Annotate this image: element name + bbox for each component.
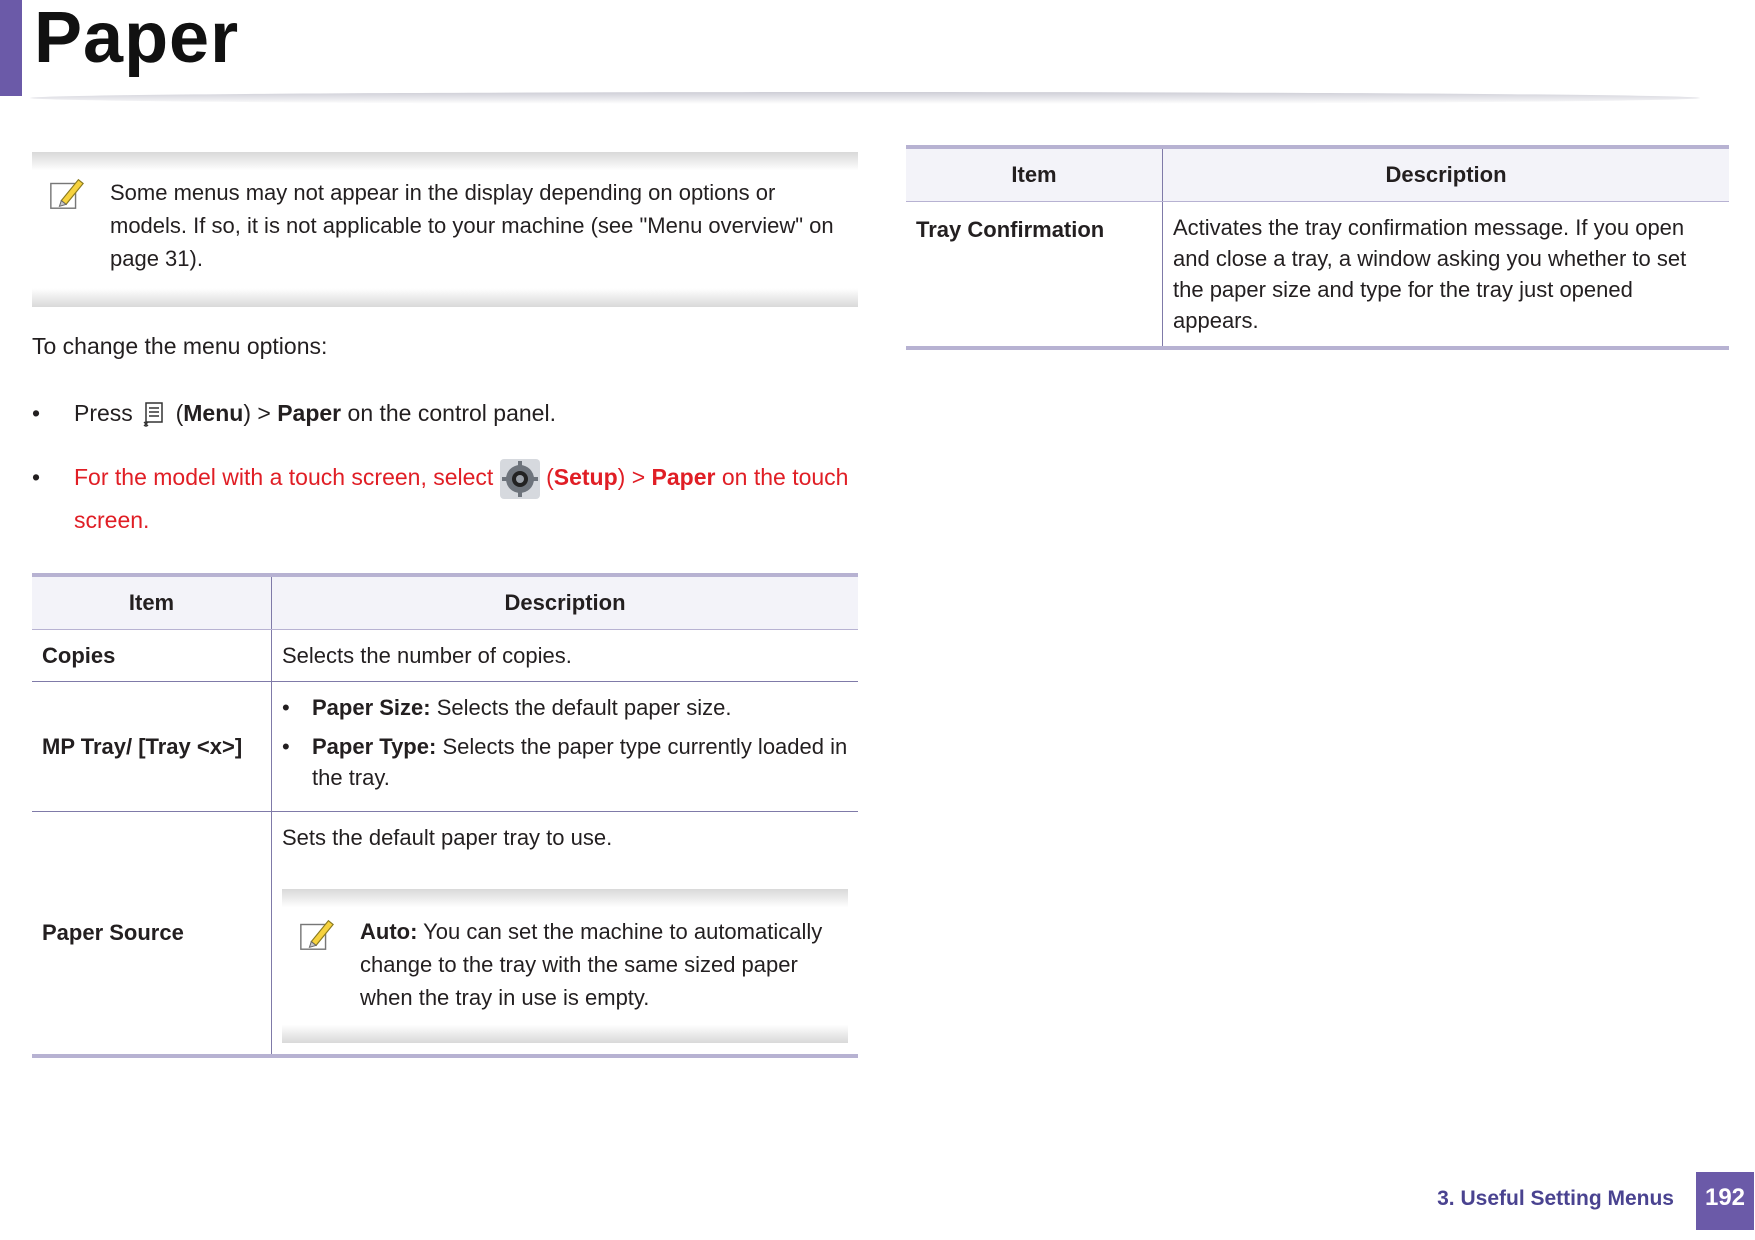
table-row: [32, 812, 858, 1056]
table-header-row: [32, 575, 858, 630]
paper-label: Paper: [651, 464, 716, 490]
table-row: [906, 202, 1729, 349]
title-accent-bar: [0, 0, 22, 96]
chapter-label: 3. Useful Setting Menus: [1437, 1187, 1674, 1210]
header-description: Description: [272, 575, 859, 630]
paper-type-desc: Selects the paper type currently loaded in the tray.: [312, 734, 848, 790]
tray-confirmation-table: [906, 145, 1729, 350]
paper-source-desc: Sets the default paper tray to use.: [282, 825, 613, 850]
intro-text: To change the menu options:: [32, 333, 328, 359]
table-header-row: [906, 147, 1729, 202]
desc-tray-confirmation: Activates the tray confirmation message. If you open and close a tray, a window asking you whether to set the paper size and type for the tray just opened appears.: [1163, 202, 1730, 349]
item-mp-tray: MP Tray/ [Tray <x>]: [32, 682, 272, 812]
bullet-dot: •: [32, 464, 41, 490]
list-item: [312, 692, 848, 723]
setup-label: Setup: [553, 464, 618, 490]
item-paper-source: Paper Source: [32, 812, 272, 1056]
auto-label: Auto:: [360, 919, 418, 944]
separator: >: [631, 464, 646, 490]
auto-note-text: [360, 915, 842, 1014]
note-box: [32, 152, 858, 307]
page-number: 192: [1696, 1172, 1754, 1230]
desc-copies: Selects the number of copies.: [272, 630, 859, 682]
header-item: Item: [32, 575, 272, 630]
touch-lead-text: For the model with a touch screen, select: [74, 464, 494, 490]
setup-gear-icon: [500, 459, 540, 499]
bullet-dot: •: [32, 400, 41, 426]
auto-desc: You can set the machine to automatically change to the tray with the same sized paper when the tray in use is empty.: [360, 919, 823, 1010]
page-title: Paper: [34, 0, 240, 78]
touch-tail-text: on the touch screen.: [74, 464, 849, 533]
note-pencil-icon: [298, 915, 336, 953]
table-row: [32, 630, 858, 682]
paper-size-desc: Selects the default paper size.: [436, 695, 732, 720]
item-copies: Copies: [32, 630, 272, 682]
paper-label: Paper: [277, 400, 342, 426]
paper-size-label: Paper Size:: [312, 695, 431, 720]
item-tray-confirmation: Tray Confirmation: [906, 202, 1163, 349]
desc-paper-source: [272, 812, 859, 1056]
desc-mp-tray: [272, 682, 859, 812]
title-divider: [30, 92, 1700, 104]
separator: >: [257, 400, 271, 426]
note-pencil-icon: [48, 174, 86, 212]
control-panel-text: on the control panel.: [347, 400, 556, 426]
menu-icon: [139, 400, 169, 430]
header-item: Item: [906, 147, 1163, 202]
press-text: Press: [74, 400, 133, 426]
table-row: [32, 682, 858, 812]
list-item: [312, 731, 848, 793]
paper-menu-table: [32, 573, 858, 1058]
paper-type-label: Paper Type:: [312, 734, 437, 759]
note-text: Some menus may not appear in the display depending on options or models. If so, it is not applicable to your machine (see "Menu overview" on page 31).: [110, 180, 834, 271]
auto-note-box: [282, 889, 848, 1043]
header-description: Description: [1163, 147, 1730, 202]
menu-label: Menu: [183, 400, 244, 426]
